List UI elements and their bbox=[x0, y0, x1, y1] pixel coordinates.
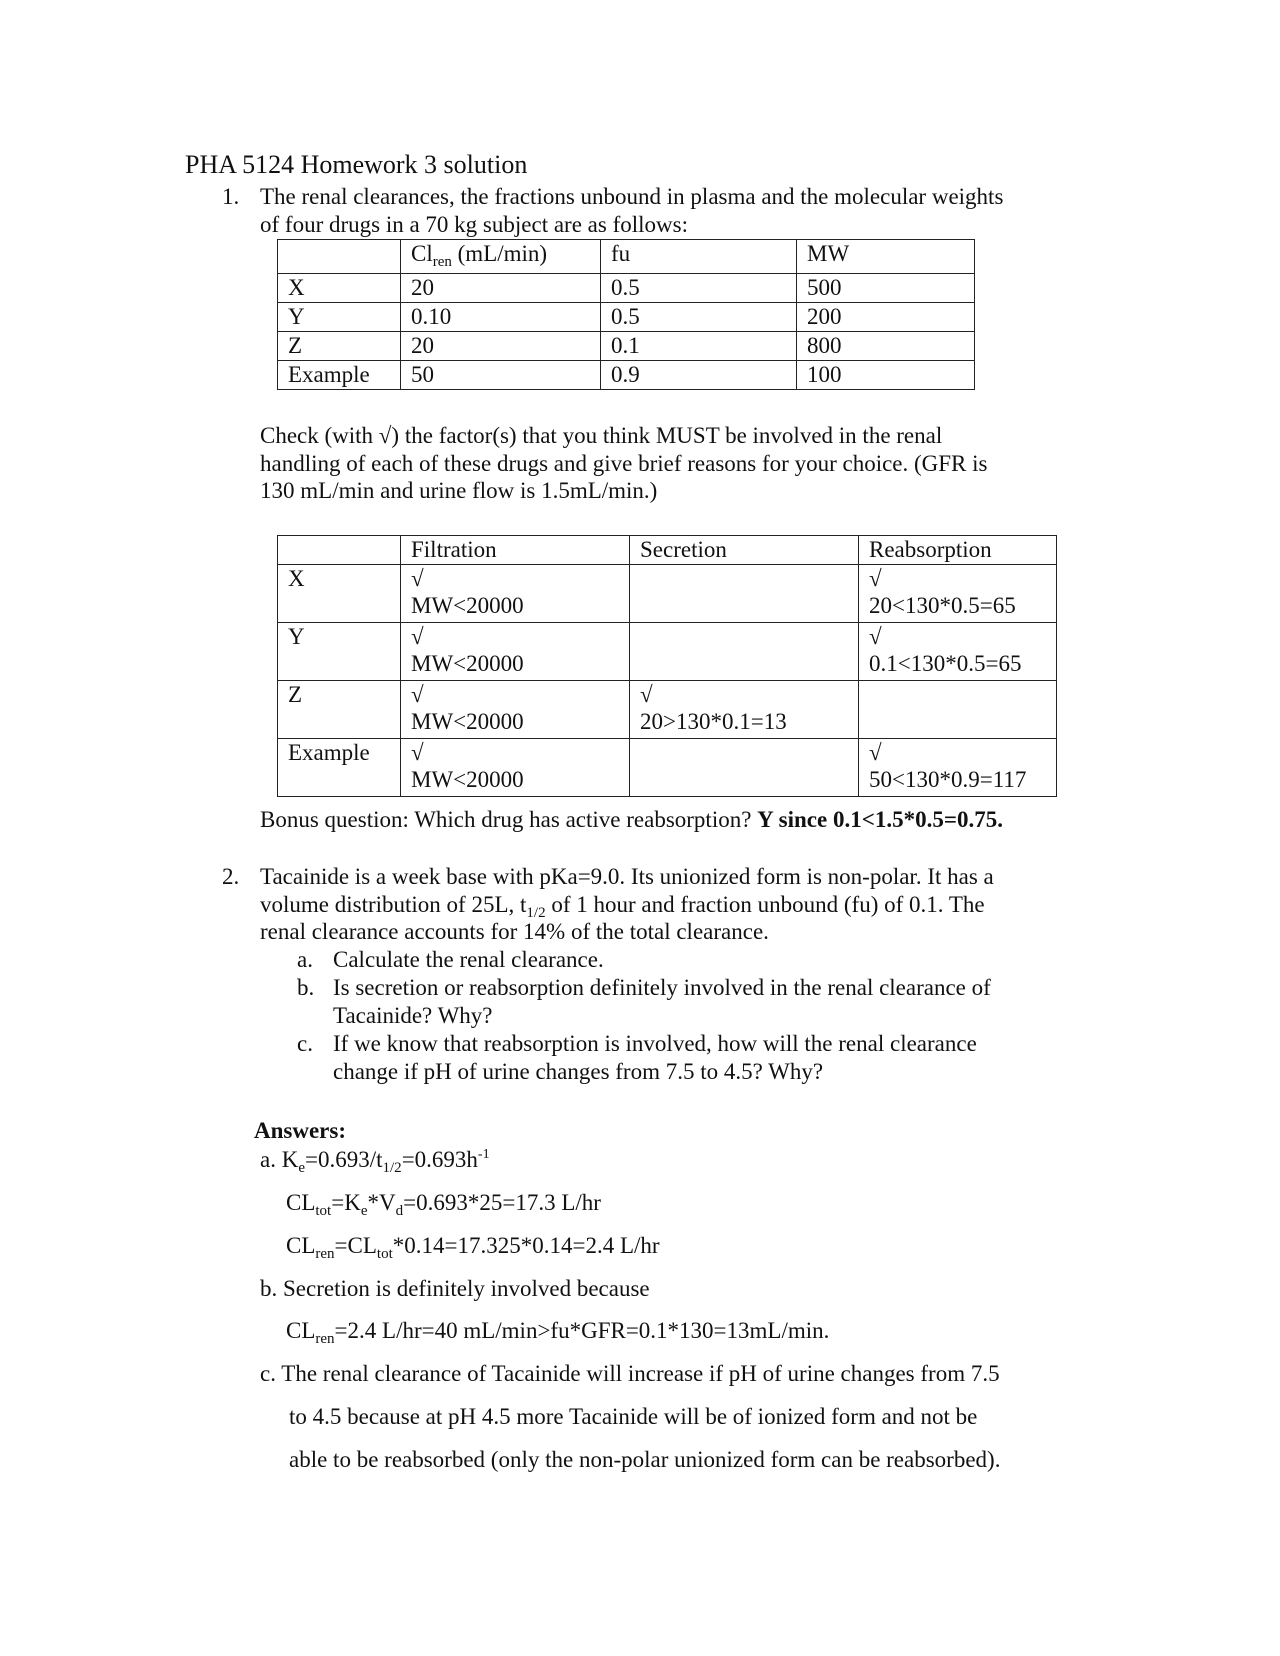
q1-number: 1. bbox=[222, 184, 240, 209]
checkmark-icon: √ bbox=[411, 624, 424, 649]
part-b-text-line1: Is secretion or reabsorption definitely involved in the renal clearance of bbox=[333, 975, 991, 1000]
header-filtration: Filtration bbox=[401, 536, 630, 565]
mw-value: 200 bbox=[797, 303, 975, 332]
bonus-answer: Y since 0.1<1.5*0.5=0.75. bbox=[757, 807, 1003, 832]
part-a-text: Calculate the renal clearance. bbox=[333, 947, 604, 972]
secretion-reason: 20>130*0.1=13 bbox=[640, 709, 787, 734]
q2-number: 2. bbox=[222, 864, 240, 889]
table-row bbox=[278, 565, 1057, 623]
filtration-reason: MW<20000 bbox=[411, 767, 524, 792]
part-a-label: a. bbox=[297, 947, 313, 972]
q2-line3: renal clearance accounts for 14% of the total clearance. bbox=[260, 919, 769, 944]
header-secretion: Secretion bbox=[630, 536, 859, 565]
fu-value: 0.5 bbox=[601, 274, 797, 303]
filtration-cell bbox=[401, 739, 630, 797]
drug-properties-table bbox=[277, 239, 975, 390]
header-drug-cell bbox=[278, 536, 401, 565]
drug-name: Y bbox=[278, 303, 401, 332]
answer-b-line2: $CL_{ren}=2.4$ L/hr=40 mL/min>fu*GFR=0.1*130=13mL/min. bbox=[286, 1318, 830, 1347]
filtration-reason: MW<20000 bbox=[411, 651, 524, 676]
answers-heading: Answers: bbox=[254, 1118, 346, 1143]
header-drug-cell bbox=[278, 240, 401, 274]
fu-value: 0.5 bbox=[601, 303, 797, 332]
reabsorption-cell bbox=[859, 681, 1057, 739]
table-row bbox=[278, 332, 975, 361]
filtration-cell bbox=[401, 623, 630, 681]
mw-value: 500 bbox=[797, 274, 975, 303]
checkmark-icon: √ bbox=[869, 740, 882, 765]
table-row bbox=[278, 274, 975, 303]
filtration-reason: MW<20000 bbox=[411, 709, 524, 734]
check-instructions-line2: handling of each of these drugs and give brief reasons for your choice. (GFR is bbox=[260, 451, 988, 476]
q1-text-line2: of four drugs in a 70 kg subject are as follows: bbox=[260, 212, 688, 237]
table-row bbox=[278, 739, 1057, 797]
check-instructions-line3: 130 mL/min and urine flow is 1.5mL/min.) bbox=[260, 478, 658, 503]
q1-text-line1: The renal clearances, the fractions unbound in plasma and the molecular weights bbox=[260, 184, 1004, 209]
answer-c-line1: c. The renal clearance of Tacainide will increase if pH of urine changes from 7.5 bbox=[260, 1361, 1000, 1386]
secretion-cell bbox=[630, 739, 859, 797]
renal-handling-table bbox=[277, 535, 1057, 797]
part-c-label: c. bbox=[297, 1031, 313, 1056]
clren-value: 20 bbox=[401, 332, 601, 361]
clren-value: 20 bbox=[401, 274, 601, 303]
reabsorption-reason: 50<130*0.9=117 bbox=[869, 767, 1027, 792]
secretion-cell bbox=[630, 565, 859, 623]
filtration-reason: MW<20000 bbox=[411, 593, 524, 618]
part-c-text-line2: change if pH of urine changes from 7.5 to 4.5? Why? bbox=[333, 1059, 824, 1084]
clren-value: 0.10 bbox=[401, 303, 601, 332]
part-b-text-line2: Tacainide? Why? bbox=[333, 1003, 493, 1028]
drug-name: Z bbox=[278, 332, 401, 361]
answer-a-line3: $CL_{ren}=CL_{tot}*0.14=17.325*0.14=2.4$ L/hr bbox=[286, 1233, 660, 1262]
filtration-cell bbox=[401, 681, 630, 739]
header-clren: $Cl_{ren}$ (mL/min) bbox=[401, 240, 601, 274]
mw-value: 800 bbox=[797, 332, 975, 361]
table-row bbox=[278, 623, 1057, 681]
page-title: PHA 5124 Homework 3 solution bbox=[185, 150, 528, 179]
table-row bbox=[278, 361, 975, 390]
part-c-text-line1: If we know that reabsorption is involved, how will the renal clearance bbox=[333, 1031, 977, 1056]
checkmark-icon: √ bbox=[411, 740, 424, 765]
answer-a-line2: $CL_{tot}=K_e*V_d=0.693*25=17.3$ L/hr bbox=[286, 1190, 601, 1219]
reabsorption-reason: 0.1<130*0.5=65 bbox=[869, 651, 1022, 676]
answer-b-line1: b. Secretion is definitely involved because bbox=[260, 1276, 650, 1301]
header-reabsorption: Reabsorption bbox=[859, 536, 1057, 565]
mw-value: 100 bbox=[797, 361, 975, 390]
part-b-label: b. bbox=[297, 975, 315, 1000]
reabsorption-cell bbox=[859, 565, 1057, 623]
q2-line1: Tacainide is a week base with pKa=9.0. Its unionized form is non-polar. It has a bbox=[260, 864, 994, 889]
drug-name: Example bbox=[278, 361, 401, 390]
answer-c-line2: to 4.5 because at pH 4.5 more Tacainide will be of ionized form and not be bbox=[289, 1404, 978, 1429]
fu-value: 0.1 bbox=[601, 332, 797, 361]
bonus-question-text: Bonus question: Which drug has active reabsorption? bbox=[260, 807, 758, 832]
drug-name: X bbox=[278, 565, 401, 623]
reabsorption-reason: 20<130*0.5=65 bbox=[869, 593, 1016, 618]
header-fu: fu bbox=[601, 240, 797, 274]
drug-name: Y bbox=[278, 623, 401, 681]
table-header-row bbox=[278, 240, 975, 274]
q2-line2: volume distribution of 25L, $t_{1/2}$ of 1 hour and fraction unbound (fu) of 0.1. The bbox=[260, 892, 985, 921]
reabsorption-cell bbox=[859, 623, 1057, 681]
secretion-cell bbox=[630, 623, 859, 681]
checkmark-icon: √ bbox=[869, 566, 882, 591]
checkmark-icon: √ bbox=[869, 624, 882, 649]
check-instructions-line1: Check (with √) the factor(s) that you think MUST be involved in the renal bbox=[260, 423, 943, 448]
answer-c-line3: able to be reabsorbed (only the non-polar unionized form can be reabsorbed). bbox=[289, 1447, 1001, 1472]
bonus-question bbox=[260, 806, 1003, 833]
filtration-cell bbox=[401, 565, 630, 623]
fu-value: 0.9 bbox=[601, 361, 797, 390]
table-header-row bbox=[278, 536, 1057, 565]
table-row bbox=[278, 303, 975, 332]
table-row bbox=[278, 681, 1057, 739]
checkmark-icon: √ bbox=[411, 682, 424, 707]
drug-name: Example bbox=[278, 739, 401, 797]
checkmark-icon: √ bbox=[411, 566, 424, 591]
clren-value: 50 bbox=[401, 361, 601, 390]
drug-name: X bbox=[278, 274, 401, 303]
checkmark-icon: √ bbox=[640, 682, 653, 707]
answer-a-line1: a. $K_e=0.693/t_{1/2}=0.693h^{-1}$ bbox=[260, 1147, 490, 1176]
secretion-cell bbox=[630, 681, 859, 739]
drug-name: Z bbox=[278, 681, 401, 739]
header-mw: MW bbox=[797, 240, 975, 274]
reabsorption-cell bbox=[859, 739, 1057, 797]
